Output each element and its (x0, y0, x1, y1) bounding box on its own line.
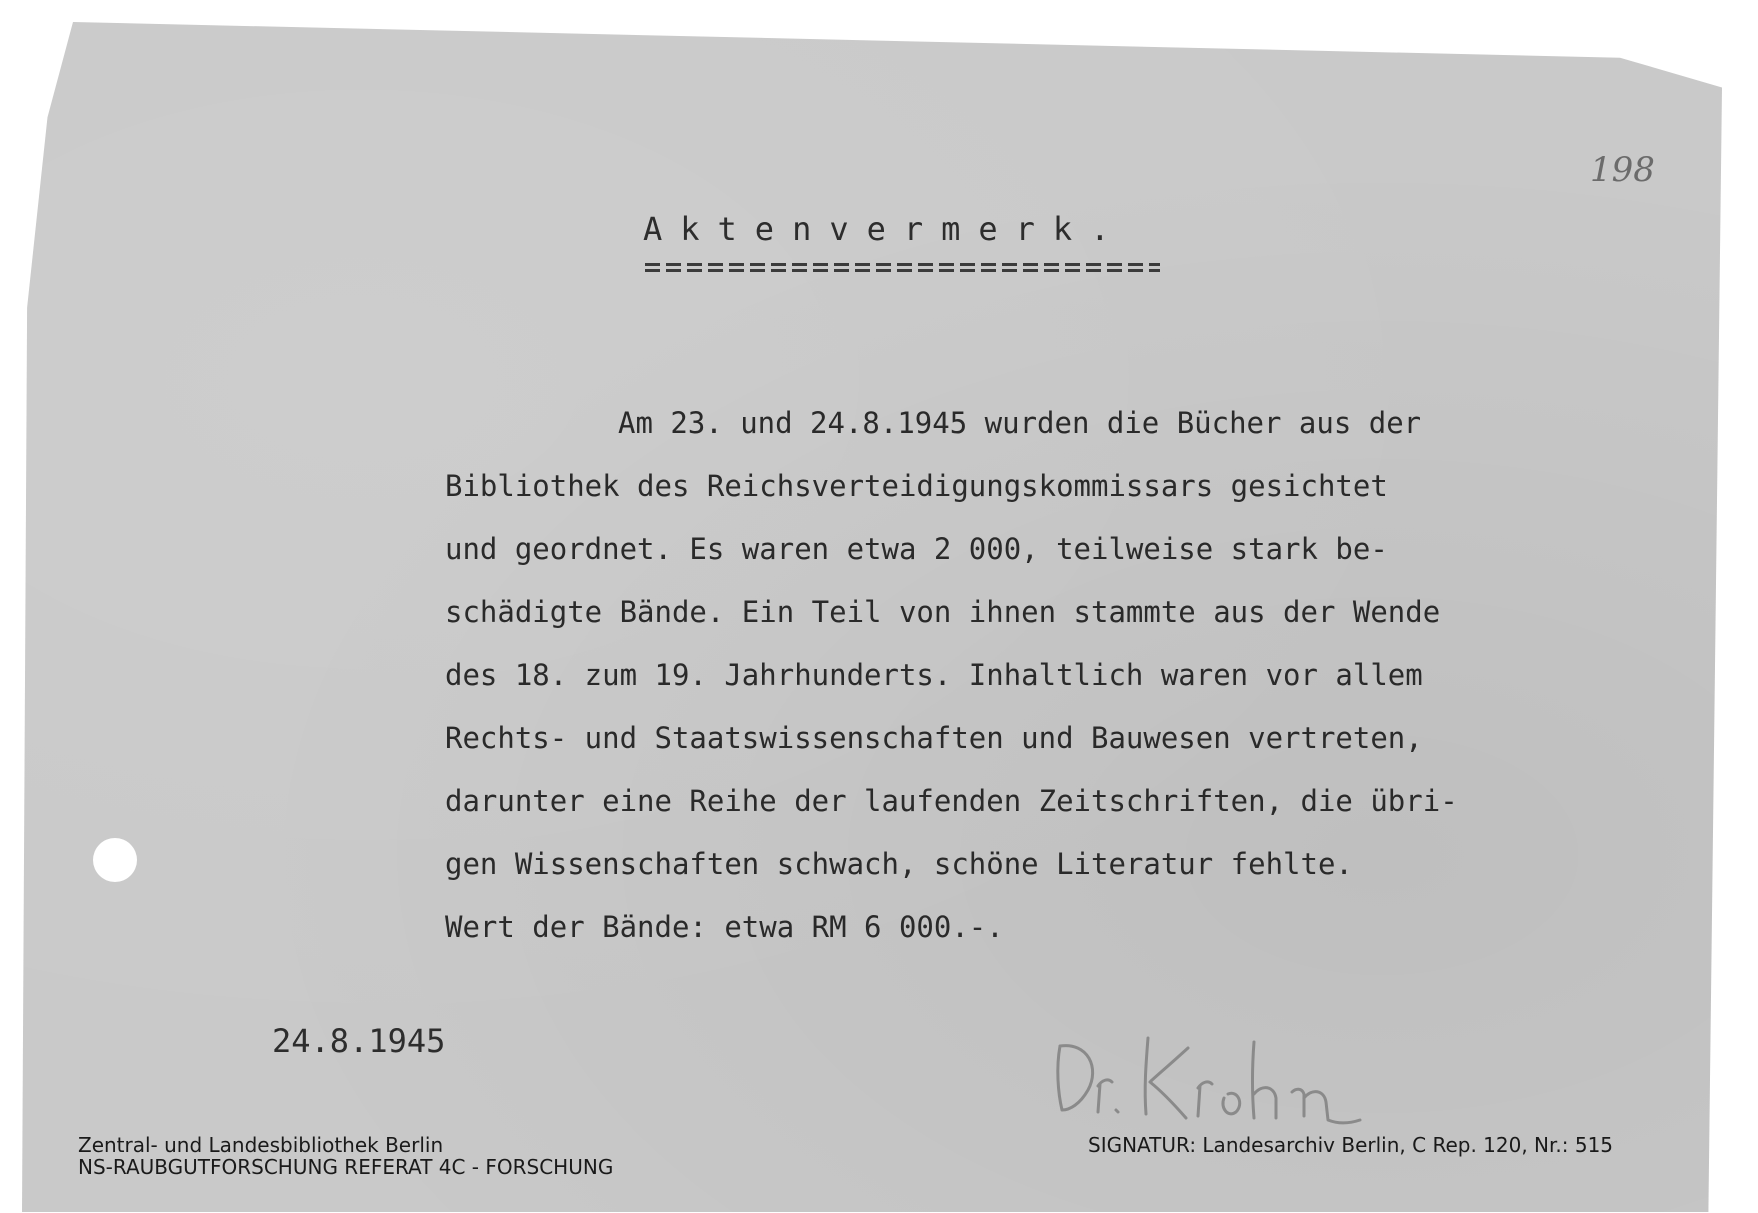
punch-hole (93, 838, 137, 882)
body-line: Am 23. und 24.8.1945 wurden die Bücher aus der (618, 406, 1422, 440)
footer-library-name: Zentral- und Landesbibliothek Berlin (78, 1133, 444, 1157)
body-line: Bibliothek des Reichsverteidigungskommissars gesichtet (445, 469, 1388, 503)
body-line: und geordnet. Es waren etwa 2 000, teilweise stark be- (445, 532, 1388, 566)
document-body (445, 392, 1645, 959)
document-date: 24.8.1945 (272, 1022, 446, 1060)
body-line: schädigte Bände. Ein Teil von ihnen stammte aus der Wende (445, 595, 1441, 629)
footer-department: NS-RAUBGUTFORSCHUNG REFERAT 4C - FORSCHUNG (78, 1155, 614, 1179)
body-line: Wert der Bände: etwa RM 6 000.-. (445, 910, 1004, 944)
document-title: Aktenvermerk. (643, 210, 1128, 248)
footer-signature-reference: SIGNATUR: Landesarchiv Berlin, C Rep. 120, Nr.: 515 (1088, 1133, 1614, 1157)
body-line: Rechts- und Staatswissenschaften und Bauwesen vertreten, (445, 721, 1423, 755)
body-line: darunter eine Reihe der laufenden Zeitschriften, die übri- (445, 784, 1458, 818)
handwritten-signature (1048, 1028, 1378, 1138)
body-line: gen Wissenschaften schwach, schöne Literatur fehlte. (445, 847, 1353, 881)
title-underline (645, 260, 1160, 274)
handwritten-page-number: 198 (1590, 150, 1655, 190)
footer-left (78, 1134, 613, 1178)
body-line: des 18. zum 19. Jahrhunderts. Inhaltlich waren vor allem (445, 658, 1423, 692)
